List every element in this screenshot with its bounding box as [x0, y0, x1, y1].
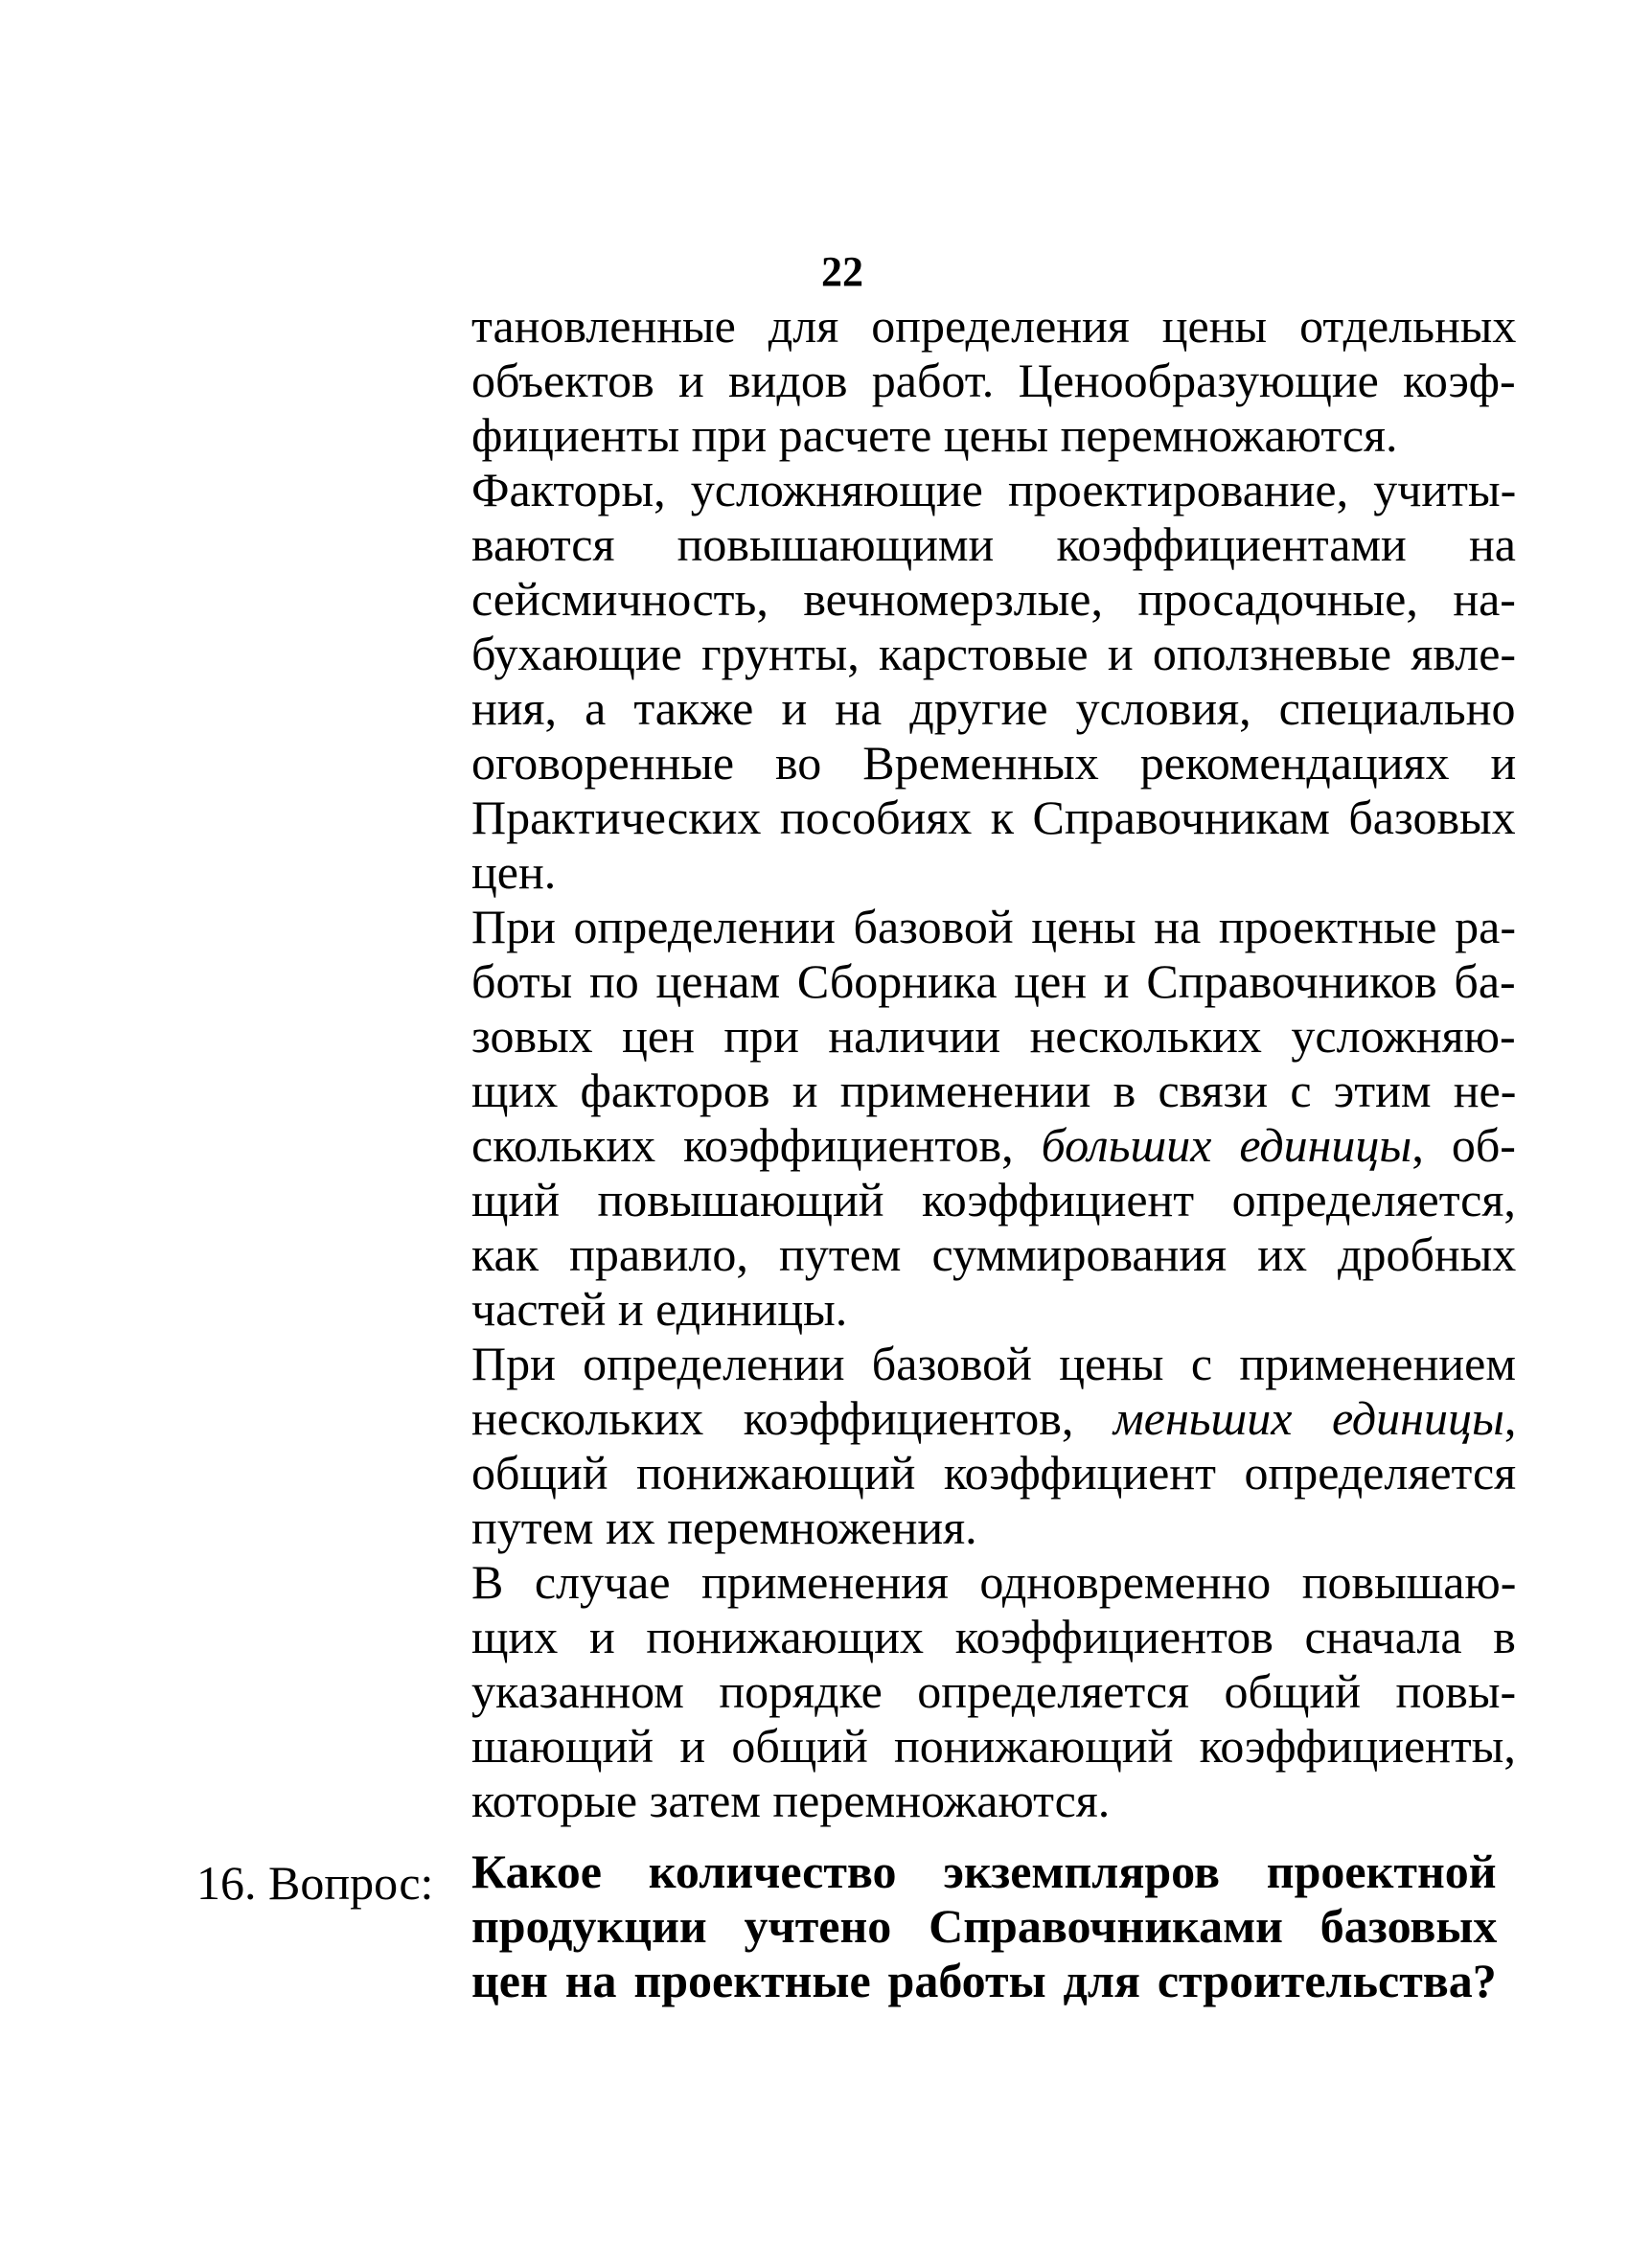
text-segment: ,	[1503, 1391, 1516, 1445]
text-line: бухающие грунты, карстовые и оползневые явле-	[471, 627, 1516, 680]
text-line: ния, а также и на другие условия, специально	[471, 681, 1516, 735]
text-line: объектов и видов работ. Ценообразующие коэф-	[471, 354, 1516, 407]
question-line: Какое количество экземпляров проектной	[471, 1844, 1497, 1898]
text-line: как правило, путем суммирования их дробных	[471, 1227, 1516, 1281]
text-segment: , об-	[1411, 1118, 1516, 1172]
text-line: Практических пособиях к Справочникам базовых	[471, 790, 1516, 844]
italic-emphasis: меньших единицы	[1113, 1391, 1504, 1445]
page-number: 22	[821, 248, 863, 295]
text-line-mixed	[471, 1118, 1516, 1173]
text-segment: нескольких коэффициентов,	[471, 1391, 1074, 1445]
text-segment: скольких коэффициентов,	[471, 1118, 1014, 1172]
text-line: боты по ценам Сборника цен и Справочников ба-	[471, 954, 1516, 1008]
text-line: шающий и общий понижающий коэффициенты,	[471, 1719, 1516, 1773]
text-line: которые затем перемножаются.	[471, 1774, 1111, 1827]
paragraph-5	[471, 1555, 1516, 1828]
italic-emphasis: больших единицы	[1041, 1118, 1412, 1172]
text-line: цен.	[471, 845, 557, 899]
text-line: щих факторов и применении в связи с этим не-	[471, 1064, 1516, 1117]
text-line: фициенты при расчете цены перемножаются.	[471, 408, 1398, 462]
text-line: зовых цен при наличии нескольких усложняю-	[471, 1009, 1516, 1063]
question-label: 16. Вопрос:	[196, 1856, 434, 1910]
text-line: сейсмичность, вечномерзлые, просадочные, на-	[471, 572, 1516, 626]
paragraph-1	[471, 299, 1516, 463]
text-line: щий повышающий коэффициент определяется,	[471, 1173, 1516, 1226]
text-line: оговоренные во Временных рекомендациях и	[471, 736, 1516, 790]
paragraph-3	[471, 900, 1516, 1337]
text-line: тановленные для определения цены отдельных	[471, 299, 1516, 353]
question-line: продукции учтено Справочниками базовых	[471, 1899, 1497, 1953]
text-line: При определении базовой цены на проектные ра-	[471, 900, 1516, 953]
text-line: щих и понижающих коэффициентов сначала в	[471, 1610, 1516, 1663]
text-line: указанном порядке определяется общий повы-	[471, 1664, 1516, 1718]
text-line: ваются повышающими коэффициентами на	[471, 517, 1516, 571]
question-line: цен на проектные работы для строительства?	[471, 1954, 1497, 2007]
paragraph-4	[471, 1337, 1516, 1555]
text-line: В случае применения одновременно повышаю-	[471, 1555, 1516, 1609]
text-line: путем их перемножения.	[471, 1501, 977, 1554]
text-line: частей и единицы.	[471, 1282, 848, 1336]
question-text	[471, 1844, 1497, 2008]
text-line-mixed	[471, 1391, 1516, 1446]
text-line: Факторы, усложняющие проектирование, учиты-	[471, 463, 1516, 516]
text-line: общий понижающий коэффициент определяется	[471, 1446, 1516, 1500]
body-text	[471, 299, 1516, 1828]
text-line: При определении базовой цены с применением	[471, 1337, 1516, 1390]
paragraph-2	[471, 463, 1516, 900]
